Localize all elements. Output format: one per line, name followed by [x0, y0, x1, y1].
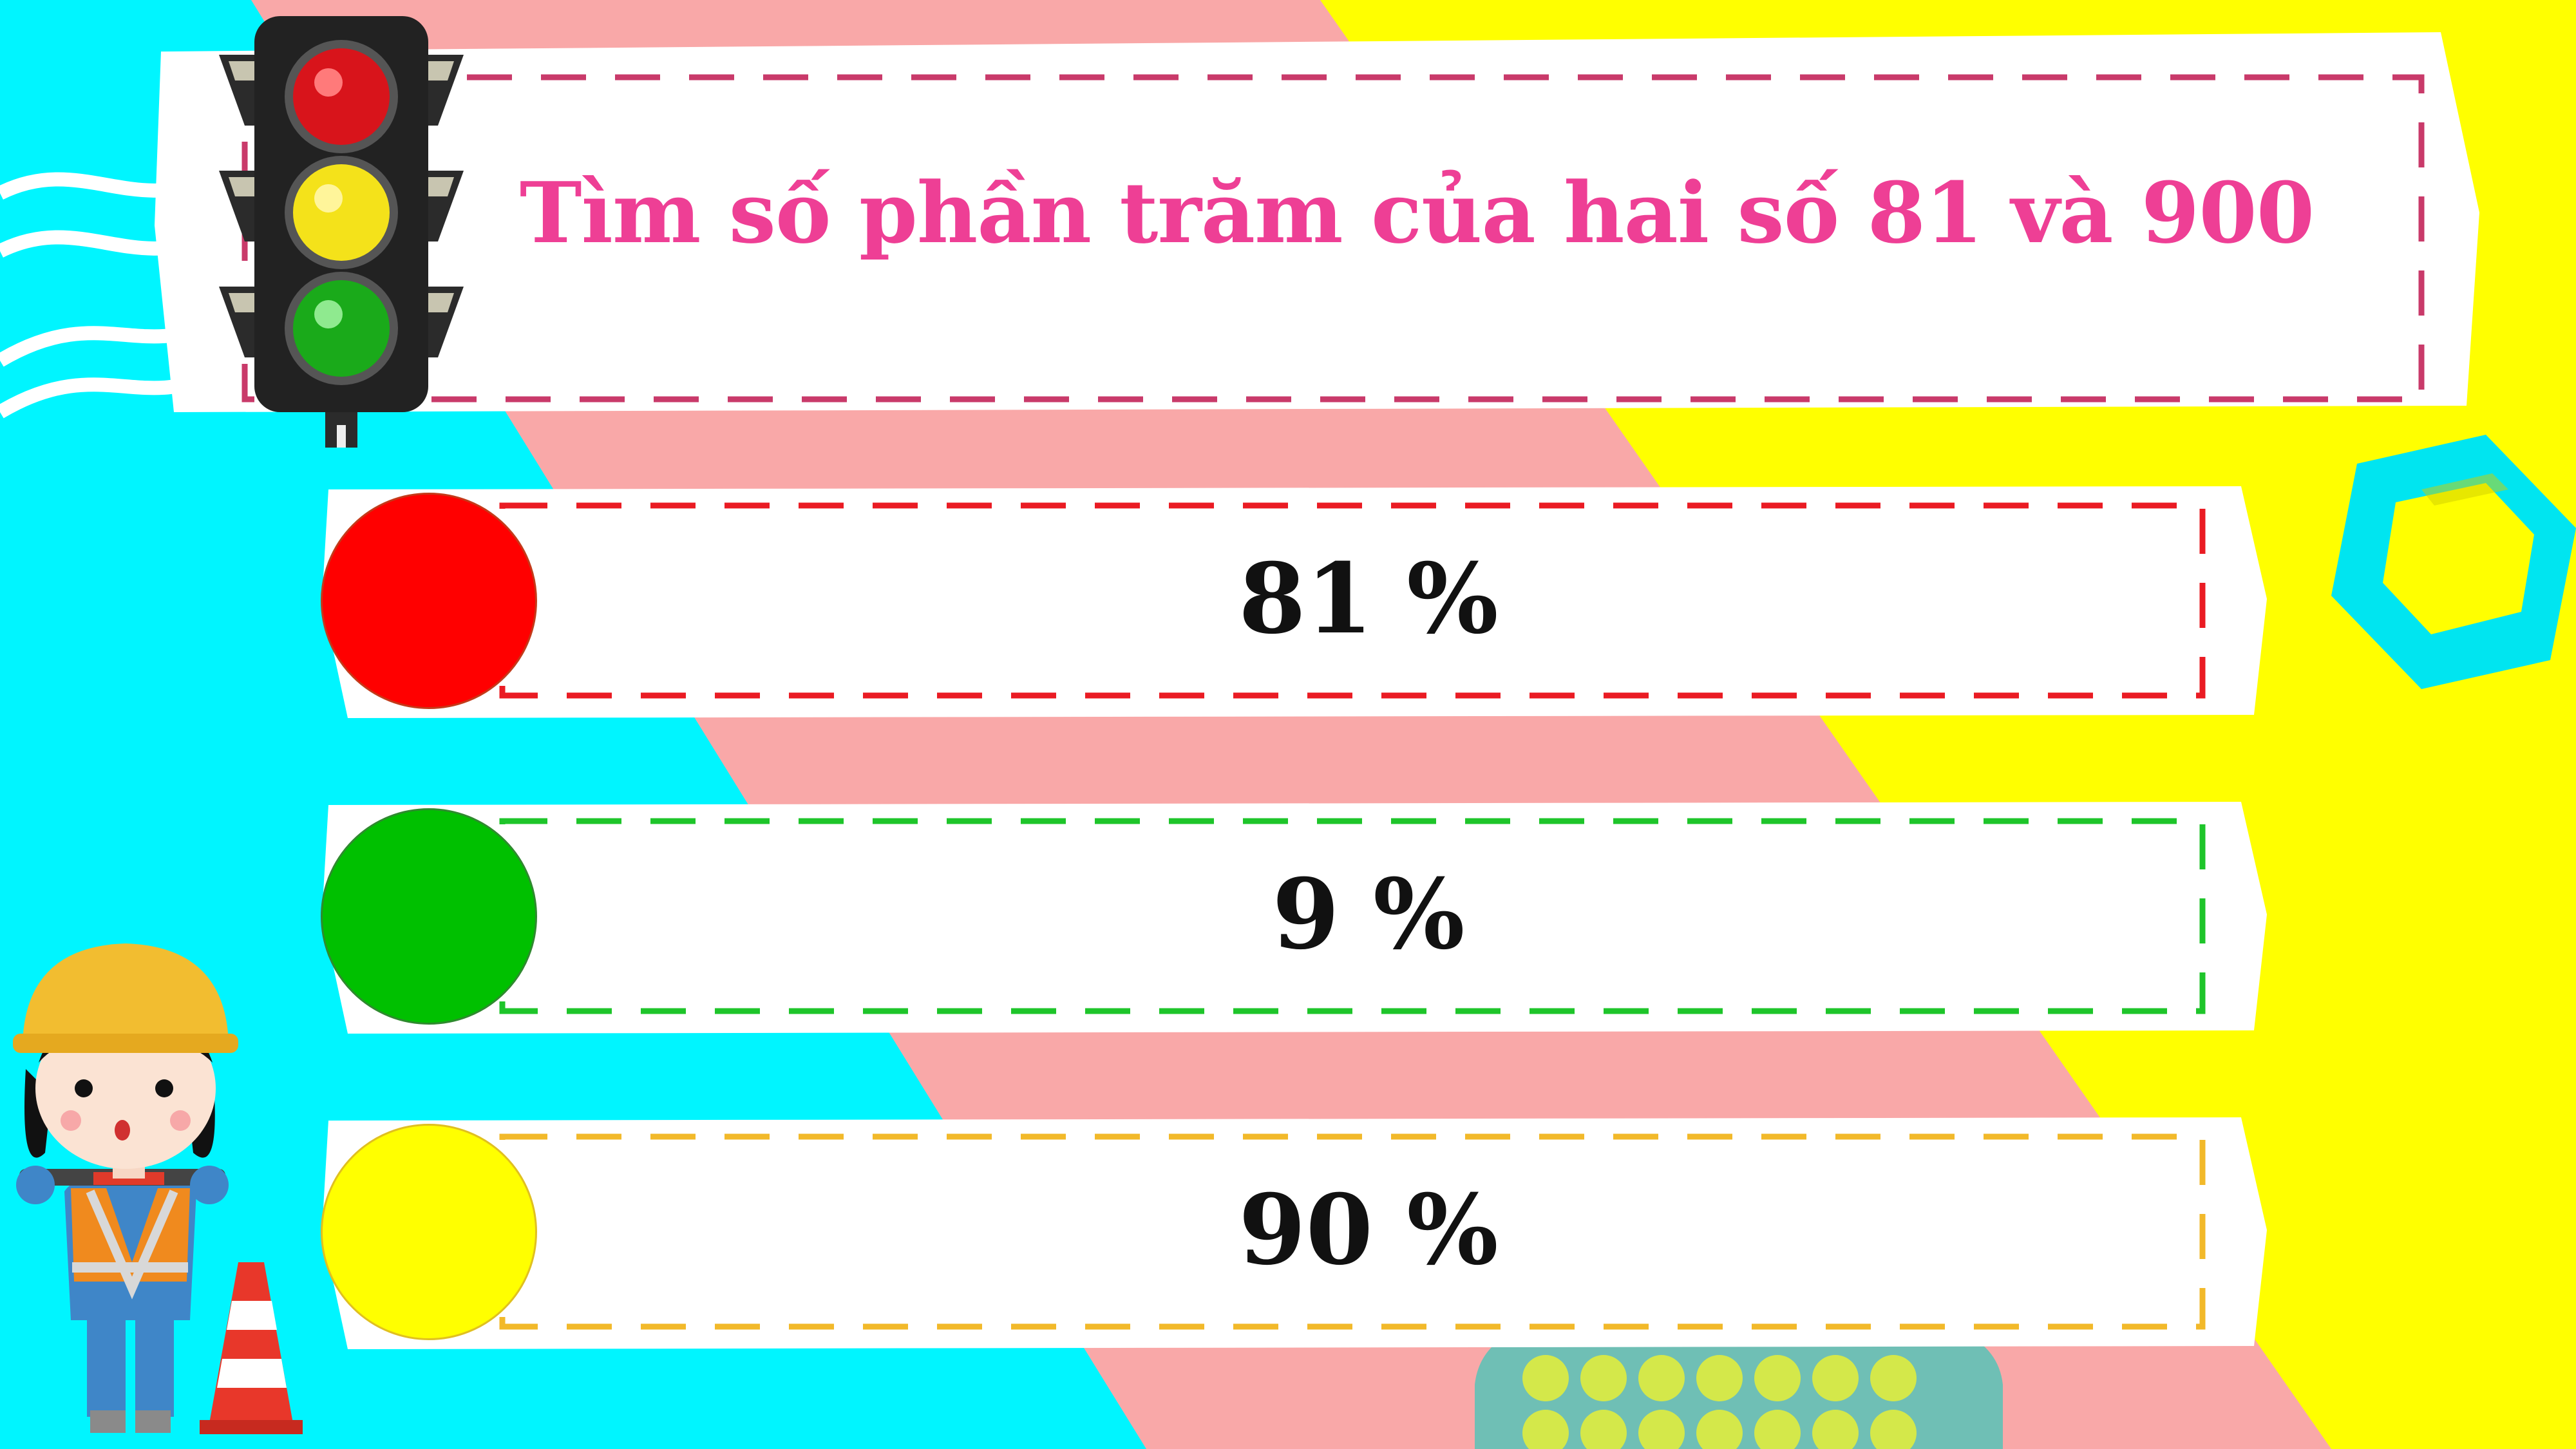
answer-label-1: 81 % — [1238, 542, 1499, 656]
question-text: Tìm số phần trăm của hai số 81 và 900 — [519, 163, 2315, 262]
answer-label-2: 9 % — [1272, 858, 1465, 971]
answer-label-3: 90 % — [1238, 1173, 1499, 1287]
